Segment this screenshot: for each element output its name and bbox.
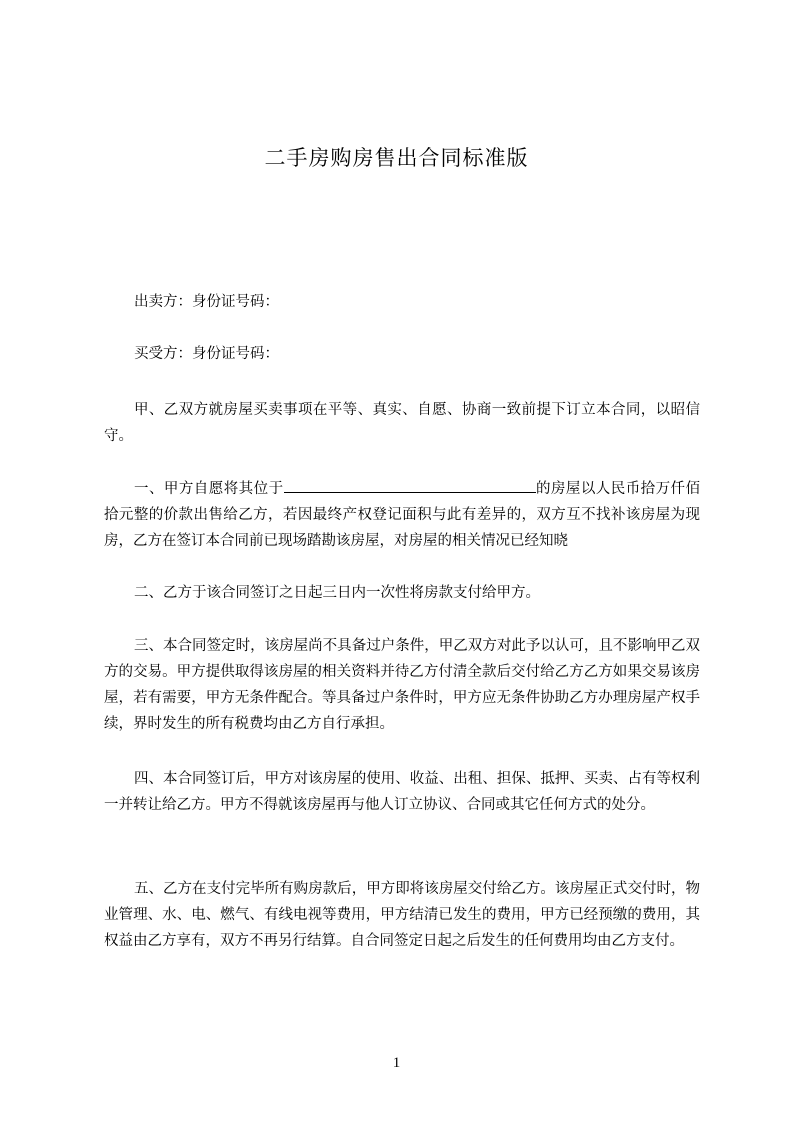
clause-3-paragraph: 三、本合同签定时，该房屋尚不具备过户条件，甲乙双方对此予以认可，且不影响甲乙双方的交易。甲方提供取得该房屋的相关资料并待乙方付清全款后交付给乙方乙方如果交易该房屋，若有需要，甲方无条件配合。等具备过户条件时，甲方应无条件协助乙方办理房屋产权手续，界时发生的所有税费均由乙方自行承担。: [104, 638, 700, 732]
clause-1-after-blank: 的房屋以人民币拾万仟佰拾元整的价款出售给乙方，若因最终产权登记面积与此有差异的，双方互不找补该房屋为现房，乙方在签订本合同前已现场踏勘该房屋，对房屋的相关情况已经知晓: [104, 481, 701, 549]
seller-line: 出卖方：身份证号码：: [134, 294, 279, 310]
preamble-paragraph: 甲、乙双方就房屋买卖事项在平等、真实、自愿、协商一致前提下订立本合同，以昭信守。: [104, 402, 700, 444]
location-blank: [284, 478, 536, 493]
clause-1-paragraph: [104, 476, 700, 554]
page-number: 1: [392, 1055, 401, 1071]
clause-1-before-blank: 一、甲方自愿将其位于: [134, 481, 284, 497]
clause-4-paragraph: 四、本合同签订后，甲方对该房屋的使用、收益、出租、担保、抵押、买卖、占有等权利一并转让给乙方。甲方不得就该房屋再与他人订立协议、合同或其它任何方式的处分。: [104, 771, 700, 813]
clause-5-paragraph: 五、乙方在支付完毕所有购房款后，甲方即将该房屋交付给乙方。该房屋正式交付时，物业管理、水、电、燃气、有线电视等费用，甲方结清已发生的费用，甲方已经预缴的费用，其权益由乙方享有，双方不再另行结算。自合同签定日起之后发生的任何费用均由乙方支付。: [104, 881, 700, 949]
buyer-line: 买受方：身份证号码：: [134, 346, 279, 362]
clause-2-paragraph: 二、乙方于该合同签订之日起三日内一次性将房款支付给甲方。: [134, 585, 540, 601]
document-title: 二手房购房售出合同标准版: [264, 146, 529, 170]
